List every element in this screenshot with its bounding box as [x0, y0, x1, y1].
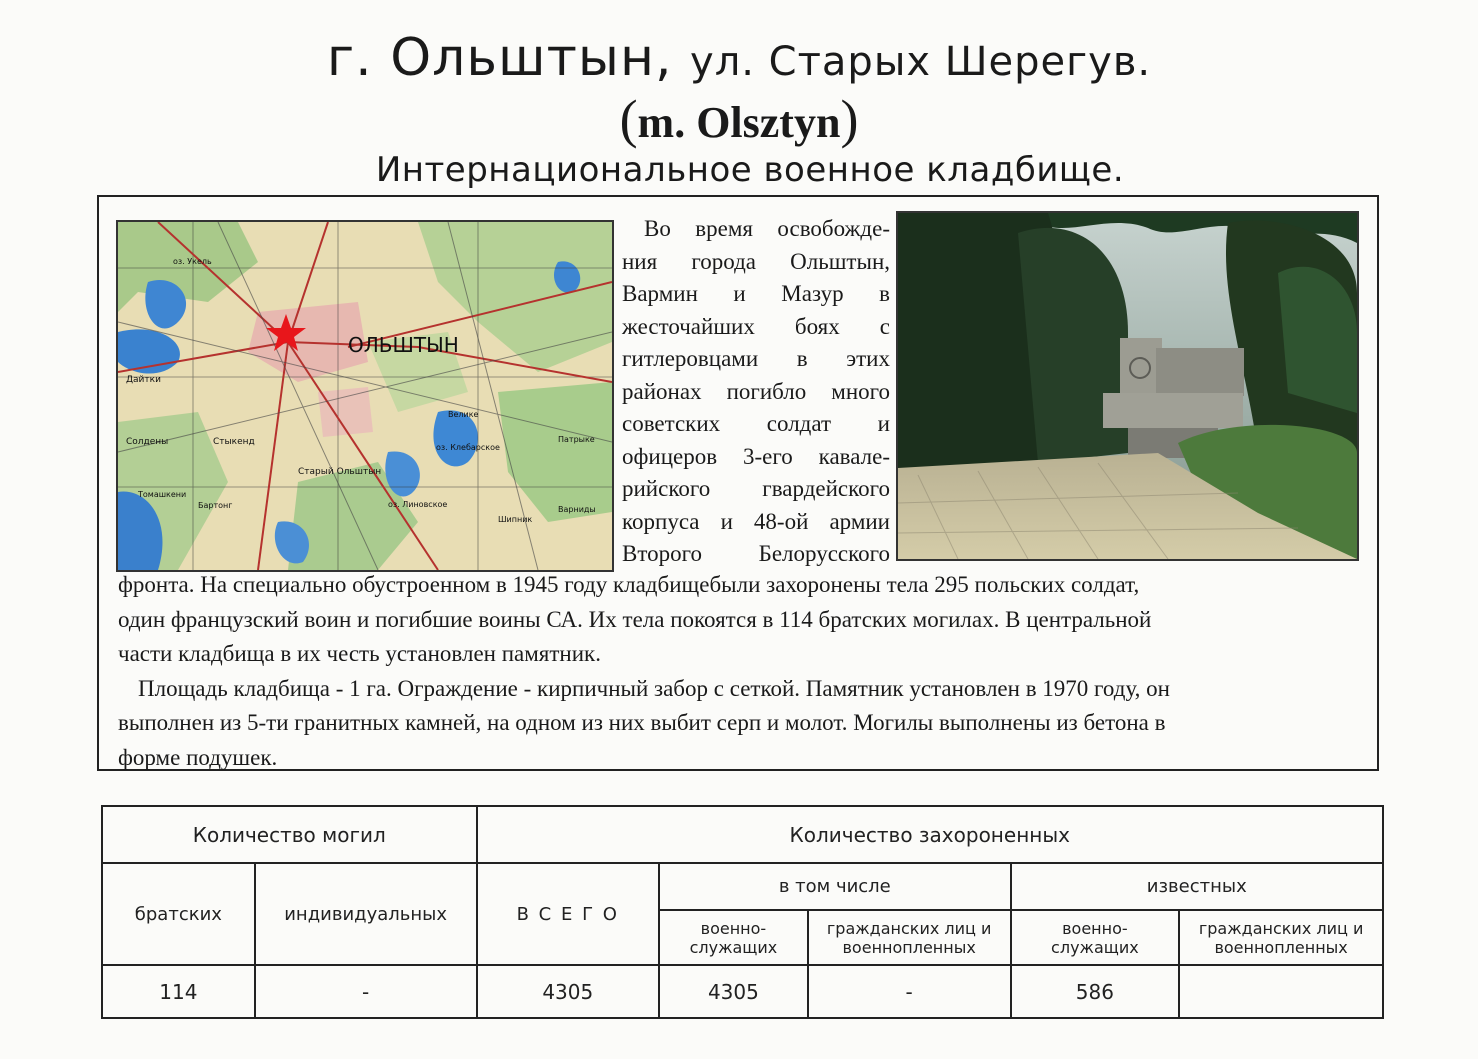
text-line: гитлеровцами в этих: [622, 346, 890, 371]
individual-graves-header: индивидуальных: [255, 863, 477, 965]
map-place-label: Стыкенд: [213, 437, 255, 447]
text-line: Вармин и Мазур в: [622, 281, 890, 306]
header-line: военно-: [1062, 918, 1128, 938]
map-place-label: Старый Ольштын: [298, 467, 382, 477]
map-place-label: Патрыке: [558, 435, 595, 444]
map-place-label: Томашкени: [138, 490, 187, 499]
text-line: Площадь кладбища - 1 га. Ограждение - кирпичный забор с сеткой. Памятник установлен в 1970 году, он: [138, 675, 1170, 701]
text-line: форме подушек.: [118, 744, 278, 770]
text-line: фронта. На специально обустроенном в 1945 году кладбищебыли захоронены тела 295 польских солдат,: [118, 572, 1140, 597]
map-city-label: ОЛЬШТЫН: [348, 333, 459, 357]
text-line: выполнен из 5-ти гранитных камней, на одном из них выбит серп и молот. Могилы выполнены из бетона в: [118, 710, 1166, 735]
total-header: В С Е Г О: [477, 863, 660, 965]
map-place-label: оз. Клебарское: [436, 443, 500, 452]
header-line: гражданских лиц и: [826, 918, 992, 938]
map-place-label: Варниды: [558, 505, 596, 514]
known-civil-header: [1179, 910, 1383, 965]
page-subtitle: Интернациональное военное кладбище.: [375, 150, 1125, 190]
map-place-label: Шипник: [498, 515, 533, 524]
individual-graves-value: -: [255, 965, 477, 1018]
polish-name-text: m. Olsztyn: [637, 98, 841, 147]
header-line: служащих: [1051, 937, 1139, 957]
text-line: рийского гвардейского: [622, 476, 890, 501]
incl-military-header: [659, 910, 808, 965]
text-line: жесточайших боях с: [622, 313, 890, 339]
known-header: известных: [1011, 863, 1383, 910]
text-line: районах погибло много: [622, 378, 890, 404]
mass-graves-value: 114: [102, 965, 255, 1018]
text-line: советских солдат и: [622, 411, 890, 436]
header-line: военно-: [700, 918, 767, 938]
header-line: военнопленных: [1214, 937, 1348, 957]
buried-header: Количество захороненных: [477, 806, 1383, 863]
map-place-label: оз. Укель: [173, 257, 212, 266]
text-line: ния города Ольштын,: [622, 248, 890, 274]
text-line: корпуса и 48-ой армии: [622, 508, 890, 534]
polish-name: [0, 88, 1478, 150]
paren-close: ): [840, 89, 859, 149]
total-value: 4305: [477, 965, 660, 1018]
incl-military-value: 4305: [659, 965, 808, 1018]
map-place-label: Дайтки: [126, 375, 161, 385]
header-line: служащих: [689, 937, 778, 957]
intro-column-text: [622, 213, 890, 571]
header-line: гражданских лиц и: [1198, 918, 1364, 938]
incl-civil-value: -: [808, 965, 1011, 1018]
city-name: г. Ольштын,: [326, 28, 673, 88]
street-name: ул. Старых Шерегув.: [690, 39, 1152, 85]
text-line: офицеров 3-его кавале-: [622, 443, 890, 469]
text-line: Во время освобожде-: [644, 216, 890, 241]
text-line: части кладбища в их честь установлен памятник.: [118, 641, 601, 666]
graves-header: Количество могил: [102, 806, 477, 863]
body-text: [118, 568, 1363, 775]
mass-graves-header: братских: [102, 863, 255, 965]
page-title: [0, 28, 1478, 88]
incl-civil-header: [808, 910, 1011, 965]
text-line: один французский воин и погибшие воины СА. Их тела покоятся в 114 братских могилах. В центральной: [118, 606, 1152, 632]
map-place-label: Бартонг: [198, 501, 233, 510]
known-military-value: 586: [1011, 965, 1180, 1018]
burial-stats-table: [101, 805, 1384, 1019]
map-place-label: оз. Линовское: [388, 500, 448, 509]
map-place-label: Солдены: [126, 437, 169, 447]
text-line: Второго Белорусского: [622, 541, 890, 566]
memorial-photo: [896, 211, 1359, 561]
known-military-header: [1011, 910, 1180, 965]
including-header: в том числе: [659, 863, 1011, 910]
paren-open: (: [619, 89, 638, 149]
known-civil-value: [1179, 965, 1383, 1018]
location-map: [116, 220, 614, 572]
header-line: военнопленных: [842, 937, 976, 957]
map-place-label: Велике: [448, 410, 479, 419]
